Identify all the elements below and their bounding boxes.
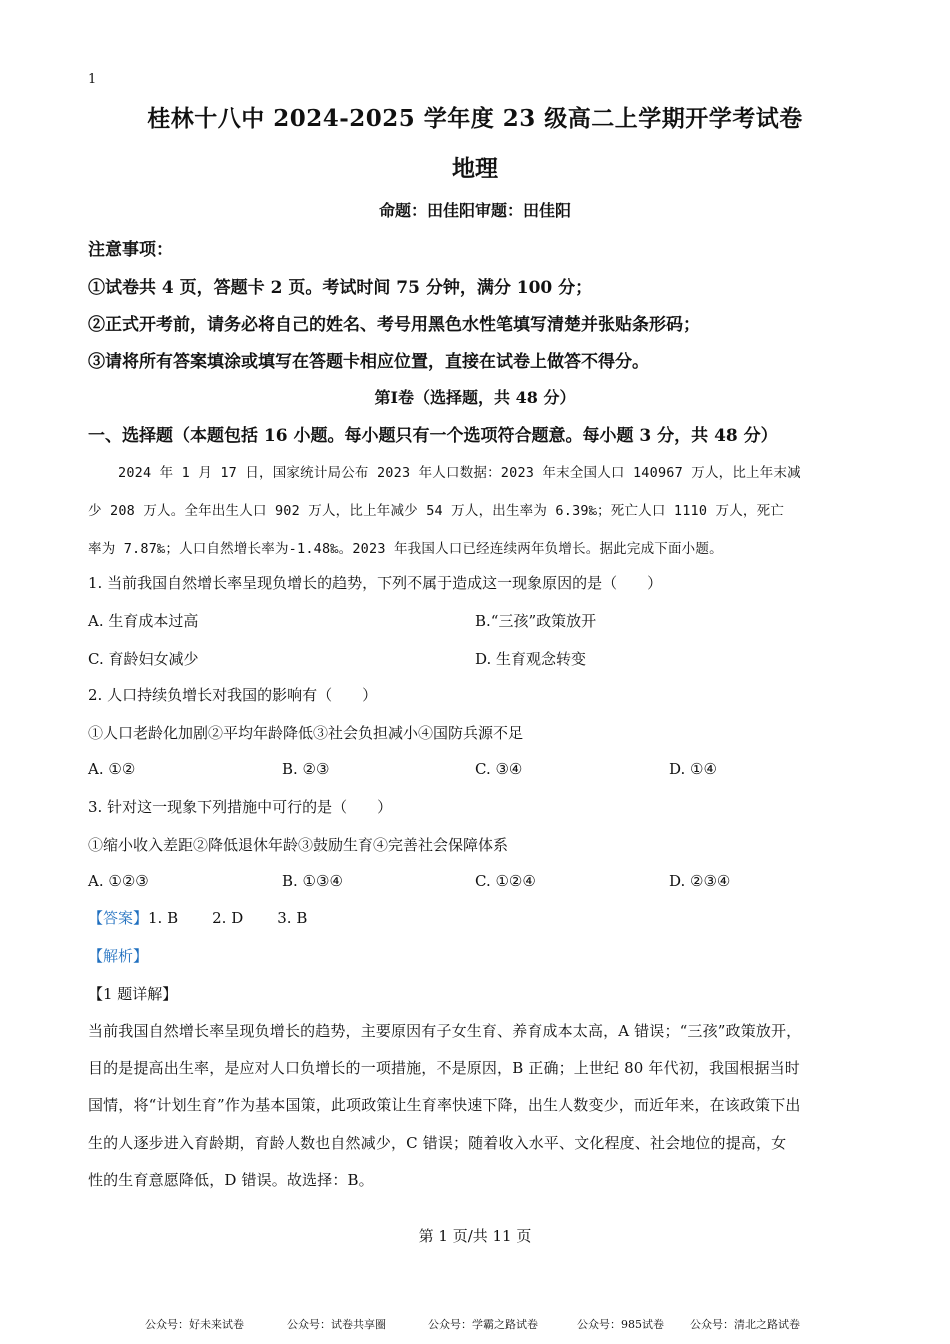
watermark-item: 公众号：好未来试卷	[145, 1318, 244, 1331]
volume-title: 第Ⅰ卷（选择题，共 48 分）	[374, 388, 576, 407]
analysis-line: 性的生育意愿降低，D 错误。故选择：B。	[88, 1171, 374, 1189]
notice-item: ②正式开考前，请务必将自己的姓名、考号用黑色水性笔填写清楚并张贴条形码；	[88, 315, 700, 335]
analysis-line: 当前我国自然增长率呈现负增长的趋势，主要原因有子女生育、养育成本太高，A 错误；“三孩”政策放开，	[88, 1022, 802, 1040]
analysis-line: 国情，将“计划生育”作为基本国策，此项政策让生育率快速下降，出生人数变少，而近年来，在该政策下出	[88, 1096, 801, 1114]
answer-value: 3. B	[277, 909, 308, 927]
analysis-label: 【解析】	[88, 947, 149, 965]
passage-line: 2024 年 1 月 17 日，国家统计局公布 2023 年人口数据：2023 年末全国人口 140967 万人，比上年末减	[118, 465, 801, 481]
question-1-option-b: B.“三孩”政策放开	[475, 612, 597, 630]
watermark-item: 公众号：985试卷	[577, 1318, 664, 1331]
analysis-line: 目的是提高出生率，是应对人口负增长的一项措施，不是原因，B 正确；上世纪 80 年代初，我国根据当时	[88, 1059, 800, 1077]
exam-title: 桂林十八中 2024-2025 学年度 23 级高二上学期开学考试卷	[147, 105, 803, 132]
page-number: 第 1 页/共 11 页	[418, 1227, 532, 1245]
question-1-option-a: A. 生育成本过高	[88, 612, 199, 630]
watermark-item: 公众号：清北之路试卷	[690, 1318, 800, 1331]
page-corner-mark: 1	[88, 72, 97, 87]
question-2-option-a: A. ①②	[88, 760, 136, 778]
watermark-item: 公众号：学霸之路试卷	[428, 1318, 538, 1331]
notice-heading: 注意事项：	[88, 240, 173, 260]
question-2-choices: ①人口老龄化加剧②平均年龄降低③社会负担减小④国防兵源不足	[88, 724, 524, 742]
answer-value: 2. D	[212, 909, 244, 927]
question-1-option-c: C. 育龄妇女减少	[88, 650, 199, 668]
detail-heading: 【1 题详解】	[88, 985, 178, 1003]
answer-label: 【答案】	[88, 909, 149, 927]
subject-title: 地理	[452, 155, 498, 182]
question-2-option-d: D. ①④	[669, 760, 717, 778]
passage-line: 率为 7.87‰；人口自然增长率为-1.48‰。2023 年我国人口已经连续两年负增长。据此完成下面小题。	[88, 541, 723, 557]
question-3-stem: 3. 针对这一现象下列措施中可行的是（ ）	[88, 798, 393, 816]
watermark-item: 公众号：试卷共享圈	[287, 1318, 386, 1331]
question-1-stem: 1. 当前我国自然增长率呈现负增长的趋势，下列不属于造成这一现象原因的是（ ）	[88, 574, 663, 592]
question-2-option-c: C. ③④	[475, 760, 523, 778]
question-2-stem: 2. 人口持续负增长对我国的影响有（ ）	[88, 686, 378, 704]
notice-item: ①试卷共 4 页，答题卡 2 页。考试时间 75 分钟，满分 100 分；	[88, 278, 593, 298]
question-3-option-c: C. ①②④	[475, 872, 536, 890]
question-3-option-a: A. ①②③	[88, 872, 149, 890]
part-title: 一、选择题（本题包括 16 小题。每小题只有一个选项符合题意。每小题 3 分，共 48 分）	[88, 426, 778, 446]
question-2-option-b: B. ②③	[282, 760, 330, 778]
notice-item: ③请将所有答案填涂或填写在答题卡相应位置，直接在试卷上做答不得分。	[88, 352, 649, 372]
answer-row	[88, 907, 307, 928]
passage-line: 少 208 万人。全年出生人口 902 万人，比上年减少 54 万人，出生率为 6.39‰；死亡人口 1110 万人，死亡	[88, 503, 785, 519]
answer-value: 1. B	[148, 909, 179, 927]
question-3-option-d: D. ②③④	[669, 872, 731, 890]
question-3-choices: ①缩小收入差距②降低退休年龄③鼓励生育④完善社会保障体系	[88, 836, 509, 854]
question-1-option-d: D. 生育观念转变	[475, 650, 587, 668]
question-3-option-b: B. ①③④	[282, 872, 343, 890]
author-line: 命题：田佳阳审题：田佳阳	[378, 201, 571, 220]
analysis-line: 生的人逐步进入育龄期，育龄人数也自然减少，C 错误；随着收入水平、文化程度、社会地位的提高，女	[88, 1134, 787, 1152]
